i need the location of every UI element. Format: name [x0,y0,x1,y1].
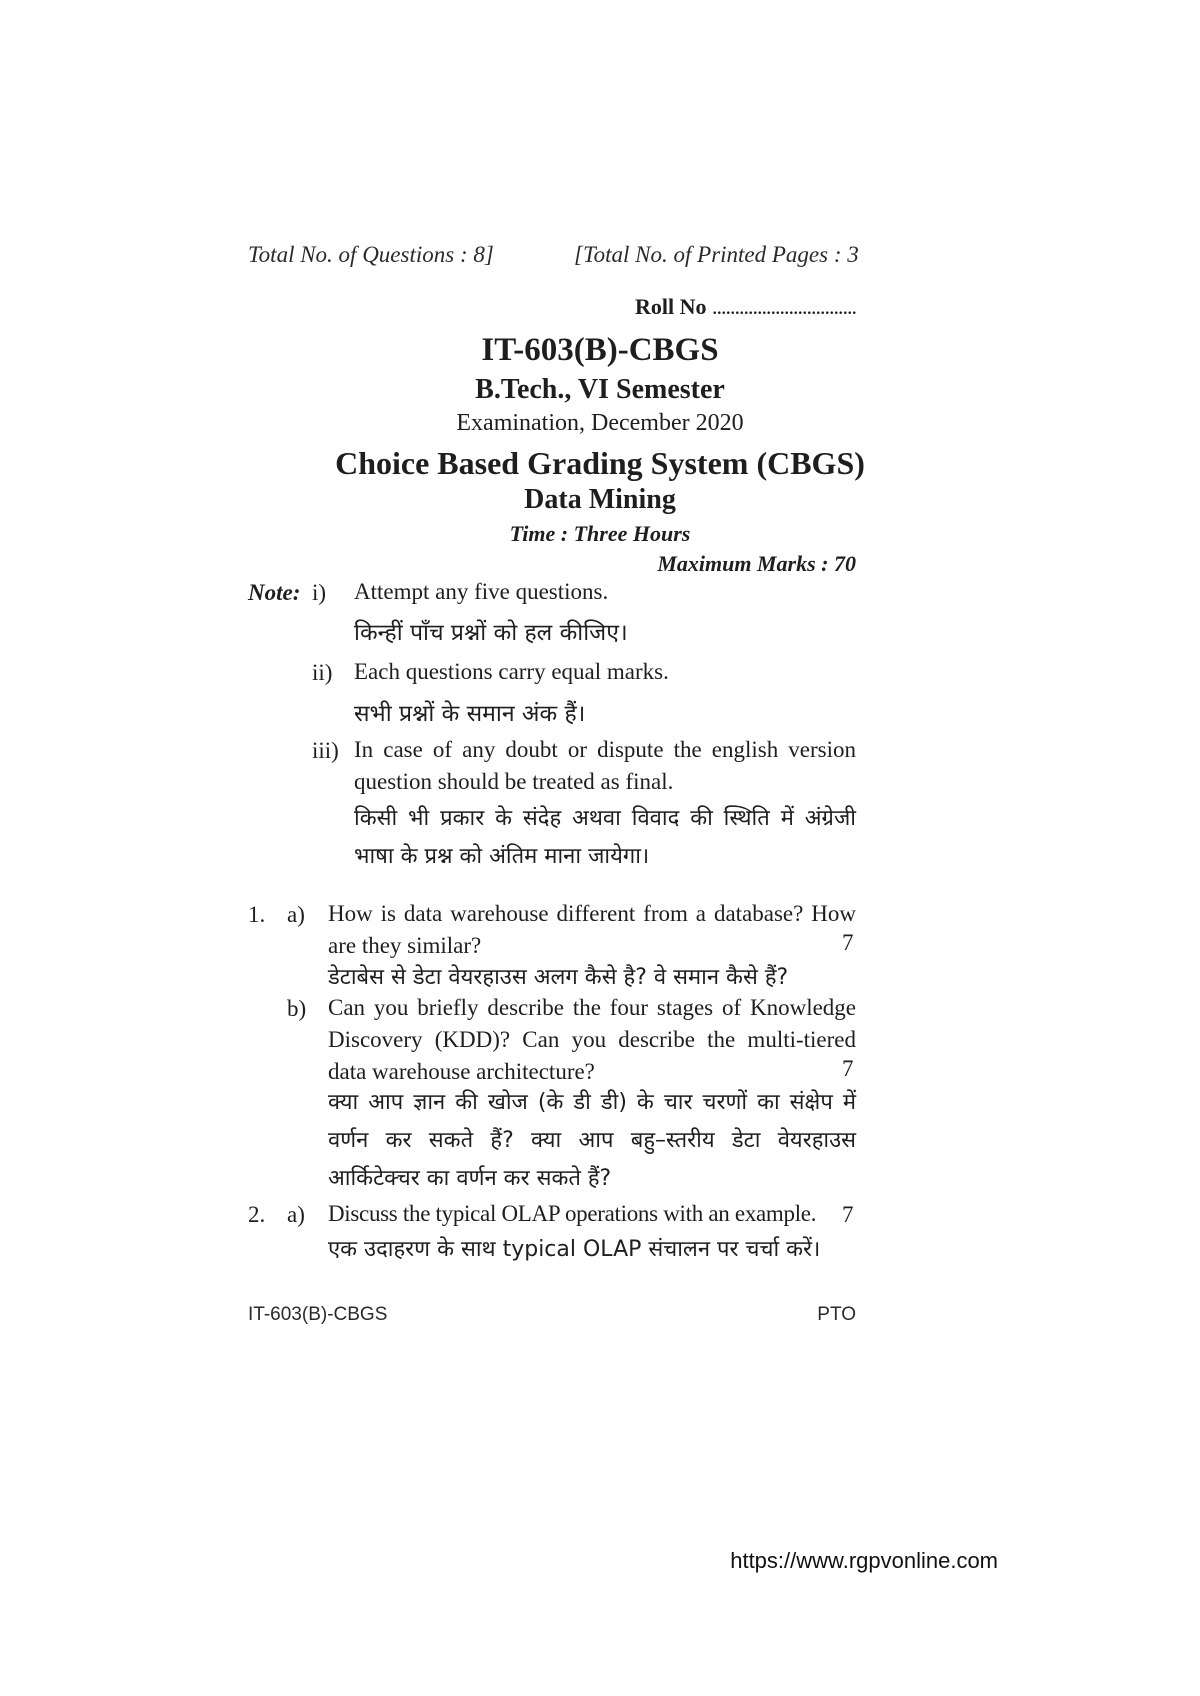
source-url-link[interactable]: https://www.rgpvonline.com [730,1548,998,1573]
note-number: iii) [312,738,339,763]
exam-duration: Time : Three Hours [509,521,691,546]
grading-system: Choice Based Grading System (CBGS) [335,445,865,481]
question-number: 2. [248,1202,266,1227]
marks: 7 [842,1056,854,1081]
part-label: a) [287,902,305,927]
total-questions: Total No. of Questions : 8] [248,242,494,267]
question-text-en: Discuss the typical OLAP operations with an example. [328,1201,817,1226]
part-label: a) [287,1202,305,1227]
total-printed-pages: [Total No. of Printed Pages : 3 [574,242,859,267]
note-text-en: Each questions carry equal marks. [354,659,669,684]
question-number: 1. [248,902,266,927]
question-text-hi: एक उदाहरण के साथ typical OLAP संचालन पर चर्चा करें। [328,1237,821,1262]
part-label: b) [287,996,307,1021]
roll-no-field [580,294,856,320]
note-text-en: Attempt any five questions. [354,579,609,604]
note-number: ii) [312,660,333,685]
note-text-hi: किसी भी प्रकार के संदेह अथवा विवाद की स्थिति में अंग्रेजी भाषा के प्रश्न को अंतिम माना जायेगा। [354,806,856,869]
note-text-hi: किन्हीं पाँच प्रश्नों को हल कीजिए। [354,620,628,646]
note-text-hi: सभी प्रश्नों के समान अंक हैं। [354,701,586,727]
exam-session: Examination, December 2020 [456,410,744,436]
course-title: B.Tech., VI Semester [475,374,725,405]
footer-pto: PTO [817,1304,856,1325]
question-text-en: Can you briefly describe the four stages of Knowledge Discovery (KDD)? Can you describe the multi-tiered data warehouse architecture? [328,995,856,1084]
marks: 7 [842,930,854,955]
roll-no-dots: ................................ [712,294,856,319]
note-text-en: In case of any doubt or dispute the english version question should be treated as final. [354,737,856,794]
question-text-en: How is data warehouse different from a database? How are they similar? [328,901,856,958]
note-number: i) [312,580,327,605]
question-text-hi: डेटाबेस से डेटा वेयरहाउस अलग कैसे है? वे समान कैसे हैं? [328,965,789,990]
subject-title: Data Mining [524,484,676,515]
question-text-hi: क्या आप ज्ञान की खोज (के डी डी) के चार चरणों का संक्षेप में वर्णन कर सकते हैं? क्या आप बहु–स्तरीय डेटा वेयरहाउस आर्किटेक्चर का वर्णन कर सकते हैं? [328,1090,856,1191]
marks: 7 [842,1202,854,1227]
maximum-marks: Maximum Marks : 70 [657,551,856,576]
roll-no-label: Roll No [635,294,707,319]
paper-code: IT-603(B)-CBGS [481,332,719,368]
footer-paper-code: IT-603(B)-CBGS [248,1304,388,1325]
note-label: Note: [248,580,301,605]
